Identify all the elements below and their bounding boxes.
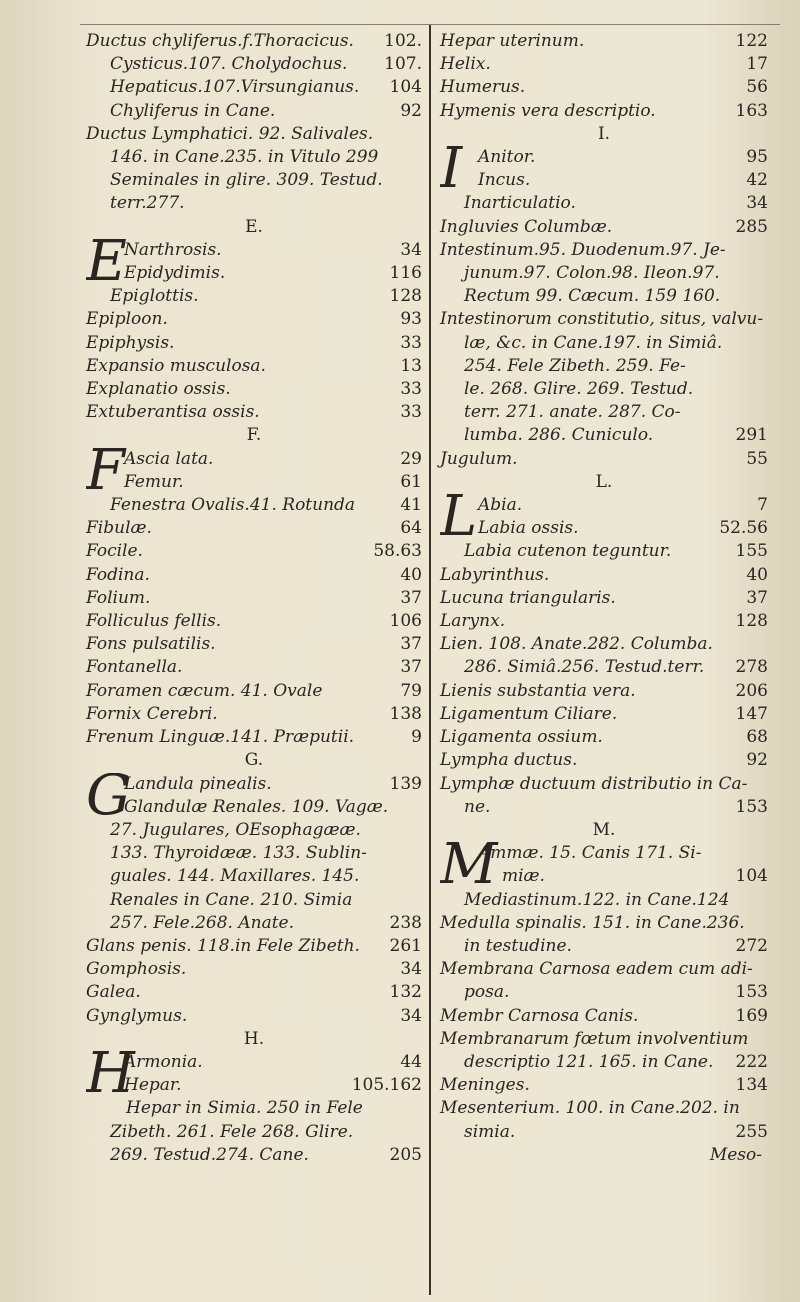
entry-term: Meso- [709, 1144, 762, 1165]
entry-term: Expansio musculosa. [86, 355, 266, 376]
index-entry [124, 448, 422, 471]
index-entry [86, 958, 422, 981]
entry-term: ne. [464, 796, 491, 817]
index-entry [124, 471, 422, 494]
entry-term: Extuberantisa ossis. [86, 402, 260, 423]
index-entry [440, 192, 768, 215]
entry-page-ref: 7 [757, 495, 768, 516]
entry-term: Cysticus.107. Cholydochus. [110, 54, 348, 75]
entry-page-ref: 261 [389, 935, 422, 956]
entry-page-ref: 93 [400, 309, 422, 330]
drop-cap-letter: I [440, 146, 463, 193]
entry-page-ref: 116 [389, 263, 422, 284]
index-entry [86, 633, 422, 656]
index-entry [440, 1121, 768, 1144]
index-entry [86, 517, 422, 540]
entry-term: Ductus chyliferus.f.Thoracicus. [86, 31, 354, 51]
drop-cap-letter: F [86, 447, 125, 495]
index-entry [478, 842, 768, 865]
entry-term: Lympha ductus. [440, 750, 578, 771]
index-entry [86, 656, 422, 679]
index-entry [478, 865, 768, 888]
index-entry [86, 30, 422, 53]
index-entry [86, 912, 422, 935]
drop-cap-letter: E [86, 238, 127, 294]
entry-page-ref: 33 [400, 402, 422, 423]
entry-term: Lien. 108. Anate.282. Columba. [440, 634, 713, 655]
entry-term: Femur. [124, 471, 184, 492]
entry-term: lumba. 286. Cuniculo. [464, 425, 654, 446]
entry-term: Epiploon. [86, 309, 168, 330]
entry-term: Hepar in Simia. 250 in Fele [126, 1098, 363, 1119]
entry-term: 27. Jugulares, OEsophagææ. [110, 819, 361, 840]
entry-term: Incus. [478, 170, 531, 191]
entry-term: Epiglottis. [110, 286, 199, 307]
entry-page-ref: 9 [411, 727, 422, 748]
index-entry [86, 1097, 422, 1120]
index-entry [86, 169, 422, 192]
index-entry [86, 540, 422, 563]
entry-page-ref: 55 [746, 448, 768, 469]
entry-term: Anitor. [478, 147, 536, 168]
entry-term: Hepar uterinum. [440, 31, 585, 51]
letter-heading: G. [244, 750, 264, 771]
index-column-right [440, 30, 768, 1167]
entry-term: Ascia lata. [124, 448, 214, 469]
entry-term: in testudine. [464, 935, 572, 956]
entry-page-ref: 122 [735, 31, 768, 51]
entry-page-ref: 107. [384, 54, 422, 75]
entry-page-ref: 40 [746, 564, 768, 585]
index-entry [440, 1051, 768, 1074]
entry-page-ref: 37 [400, 634, 422, 655]
index-entry [86, 494, 422, 517]
entry-page-ref: 104 [389, 77, 422, 98]
entry-term: Ligamenta ossium. [440, 727, 603, 748]
entry-page-ref: 238 [389, 912, 422, 933]
entry-term: Glandulæ Renales. 109. Vagæ. [124, 796, 389, 817]
index-entry [440, 424, 768, 447]
entry-term: Membr Carnosa Canis. [440, 1005, 639, 1026]
entry-term: Epidydimis. [124, 263, 226, 284]
entry-page-ref: 163 [735, 100, 768, 121]
index-entry [440, 76, 768, 99]
entry-page-ref: 278 [735, 657, 768, 678]
index-entry [440, 448, 768, 471]
index-entry [440, 564, 768, 587]
index-entry [440, 53, 768, 76]
entry-page-ref: 205 [389, 1144, 422, 1165]
index-entry [440, 703, 768, 726]
entry-term: terr.277. [110, 193, 185, 214]
entry-term: Zibeth. 261. Fele 268. Glire. [110, 1121, 354, 1142]
entry-term: descriptio 121. 165. in Cane. [464, 1051, 714, 1072]
entry-page-ref: 56 [746, 77, 768, 98]
entry-page-ref: 255 [735, 1121, 768, 1142]
drop-cap-letter: H [86, 1050, 135, 1098]
index-entry [440, 100, 768, 123]
index-entry [440, 308, 768, 331]
entry-page-ref: 64 [400, 518, 422, 539]
entry-term: guales. 144. Maxillares. 145. [110, 866, 360, 887]
entry-page-ref: 153 [735, 796, 768, 817]
entry-term: Folliculus fellis. [86, 611, 222, 632]
drop-cap-letter: M [440, 842, 498, 889]
index-entry [440, 726, 768, 749]
entry-term: 133. Thyroidææ. 133. Sublin- [110, 843, 367, 864]
entry-page-ref: 95 [746, 147, 768, 168]
index-entry [440, 216, 768, 239]
index-entry [440, 680, 768, 703]
entry-page-ref: 17 [746, 54, 768, 75]
index-entry [86, 285, 422, 308]
column-divider [429, 25, 431, 1295]
index-entry [440, 540, 768, 563]
index-entry [440, 30, 768, 53]
index-entry [86, 564, 422, 587]
index-entry [440, 889, 768, 912]
index-entry [86, 146, 422, 169]
entry-term: Rectum 99. Cæcum. 159 160. [464, 286, 721, 307]
entry-page-ref: 206 [735, 680, 768, 701]
entry-page-ref: 34 [400, 1005, 422, 1026]
entry-page-ref: 34 [400, 239, 422, 260]
entry-page-ref: 92 [400, 100, 422, 121]
entry-term: Inarticulatio. [464, 193, 576, 214]
index-entry [440, 239, 768, 262]
entry-page-ref: 104 [735, 866, 768, 887]
index-entry [86, 1005, 422, 1028]
index-entry [86, 889, 422, 912]
index-entry [440, 401, 768, 424]
index-entry [86, 726, 422, 749]
entry-term: Fontanella. [86, 657, 183, 678]
entry-term: Fibulæ. [86, 518, 152, 539]
entry-page-ref: 34 [400, 959, 422, 980]
entry-page-ref: 128 [735, 611, 768, 632]
entry-page-ref: 105.162 [351, 1075, 422, 1096]
entry-page-ref: 138 [389, 703, 422, 724]
entry-page-ref: 132 [389, 982, 422, 1003]
drop-cap-block [86, 448, 422, 494]
drop-cap-letter: G [86, 772, 131, 819]
entry-term: simia. [464, 1121, 516, 1142]
entry-page-ref: 37 [746, 587, 768, 608]
entry-term: Seminales in glire. 309. Testud. [110, 170, 383, 191]
entry-page-ref: 37 [400, 657, 422, 678]
entry-page-ref: 272 [735, 935, 768, 956]
entry-term: Chyliferus in Cane. [110, 100, 276, 121]
index-entry [440, 935, 768, 958]
entry-term: 254. Fele Zibeth. 259. Fe- [464, 355, 686, 376]
entry-term: Fons pulsatilis. [86, 634, 216, 655]
entry-term: læ, &c. in Cane.197. in Simiâ. [464, 332, 723, 353]
entry-term: posa. [464, 982, 510, 1003]
index-entry [440, 332, 768, 355]
index-entry [440, 958, 768, 981]
index-entry [86, 610, 422, 633]
entry-term: 269. Testud.274. Cane. [110, 1144, 309, 1165]
entry-term: Labia ossis. [478, 518, 579, 539]
entry-term: Intestinum.95. Duodenum.97. Je- [440, 239, 726, 260]
entry-term: Lienis substantia vera. [440, 680, 636, 701]
entry-term: Ductus Lymphatici. 92. Salivales. [86, 123, 374, 144]
index-entry [478, 517, 768, 540]
index-entry [440, 355, 768, 378]
entry-term: Gynglymus. [86, 1005, 188, 1026]
index-entry [124, 1074, 422, 1097]
index-entry [86, 53, 422, 76]
index-entry [86, 680, 422, 703]
entry-term: Hepar. [124, 1075, 182, 1096]
entry-term: Lymphæ ductuum distributio in Ca- [440, 773, 748, 794]
letter-heading: L. [595, 471, 613, 492]
entry-page-ref: 52.56 [719, 518, 768, 539]
entry-term: Glans penis. 118.in Fele Zibeth. [86, 935, 360, 956]
entry-page-ref: 34 [746, 193, 768, 214]
entry-term: Landula pinealis. [124, 773, 272, 794]
entry-page-ref: 37 [400, 587, 422, 608]
drop-cap-block [440, 842, 768, 888]
entry-page-ref: 102. [384, 31, 422, 51]
index-entry [440, 1005, 768, 1028]
entry-term: Armonia. [124, 1051, 203, 1072]
entry-page-ref: 44 [400, 1051, 422, 1072]
entry-term: Fenestra Ovalis.41. Rotunda [110, 495, 356, 516]
entry-page-ref: 128 [389, 286, 422, 307]
entry-term: Explanatio ossis. [86, 379, 231, 400]
index-entry [478, 494, 768, 517]
entry-term: Focile. [86, 541, 143, 562]
entry-term: Mediastinum.122. in Cane.124 [464, 889, 730, 910]
index-column-left [86, 30, 422, 1167]
index-entry [440, 1097, 768, 1120]
entry-page-ref: 169 [735, 1005, 768, 1026]
entry-term: Ingluvies Columbæ. [440, 216, 613, 237]
index-entry [86, 355, 422, 378]
entry-term: Folium. [86, 587, 151, 608]
index-entry [440, 285, 768, 308]
entry-term: Ammæ. 15. Canis 171. Si- [478, 843, 702, 864]
entry-page-ref: 139 [389, 773, 422, 794]
index-entry [440, 796, 768, 819]
drop-cap-block [440, 146, 768, 192]
entry-page-ref: 41 [400, 495, 422, 516]
entry-term: Labia cutenon teguntur. [464, 541, 672, 562]
entry-page-ref: 285 [735, 216, 768, 237]
entry-term: 146. in Cane.235. in Vitulo 299 [110, 147, 379, 168]
entry-term: Abia. [478, 495, 523, 516]
entry-term: Mesenterium. 100. in Cane.202. in [440, 1098, 740, 1119]
index-entry [86, 123, 422, 146]
index-entry [124, 239, 422, 262]
letter-heading: I. [597, 123, 611, 144]
entry-page-ref: 42 [746, 170, 768, 191]
index-entry [440, 1028, 768, 1051]
index-entry [478, 169, 768, 192]
entry-page-ref: 291 [735, 425, 768, 446]
entry-term: Lucuna triangularis. [440, 587, 616, 608]
index-entry [86, 192, 422, 215]
entry-term: Larynx. [440, 611, 506, 632]
entry-page-ref: 155 [735, 541, 768, 562]
index-entry [440, 749, 768, 772]
entry-term: Jugulum. [440, 448, 518, 469]
entry-term: Intestinorum constitutio, situs, valvu- [440, 309, 764, 330]
index-entry [440, 1074, 768, 1097]
index-entry [440, 773, 768, 796]
entry-term: Membranarum fœtum involventium [440, 1028, 749, 1049]
index-entry [440, 981, 768, 1004]
entry-term: Foramen cæcum. 41. Ovale [86, 680, 323, 701]
entry-page-ref: 58.63 [373, 541, 422, 562]
entry-page-ref: 33 [400, 332, 422, 353]
entry-page-ref: 61 [400, 471, 422, 492]
letter-heading: F. [246, 425, 262, 446]
index-entry [86, 1144, 422, 1167]
index-entry [124, 1051, 422, 1074]
index-entry [86, 703, 422, 726]
entry-term: Membrana Carnosa eadem cum adi- [440, 959, 753, 980]
entry-term: Galea. [86, 982, 141, 1003]
index-entry [86, 935, 422, 958]
entry-term: Fodina. [86, 564, 150, 585]
index-entry [86, 76, 422, 99]
index-entry [86, 332, 422, 355]
index-entry [86, 842, 422, 865]
index-entry [124, 773, 422, 796]
entry-term: Helix. [440, 54, 491, 75]
entry-page-ref: 147 [735, 703, 768, 724]
index-entry [124, 796, 422, 819]
entry-term: Narthrosis. [124, 239, 222, 260]
index-entry [440, 378, 768, 401]
index-entry [124, 262, 422, 285]
entry-term: Labyrinthus. [440, 564, 550, 585]
entry-page-ref: 68 [746, 727, 768, 748]
index-entry [86, 401, 422, 424]
index-entry [86, 865, 422, 888]
entry-term: Medulla spinalis. 151. in Cane.236. [440, 912, 745, 933]
letter-heading: H. [243, 1028, 265, 1049]
entry-term: Hymenis vera descriptio. [440, 100, 656, 121]
index-entry [478, 146, 768, 169]
index-entry [86, 100, 422, 123]
entry-page-ref: 153 [735, 982, 768, 1003]
index-entry [86, 308, 422, 331]
drop-cap-block [86, 239, 422, 309]
index-entry [86, 378, 422, 401]
entry-page-ref: 29 [400, 448, 422, 469]
entry-page-ref: 13 [400, 355, 422, 376]
index-entry [440, 610, 768, 633]
entry-term: le. 268. Glire. 269. Testud. [464, 379, 694, 400]
index-entry [440, 912, 768, 935]
entry-page-ref: 92 [746, 750, 768, 771]
entry-term: Hepaticus.107.Virsungianus. [110, 77, 360, 98]
entry-term: 257. Fele.268. Anate. [110, 912, 294, 933]
index-entry [86, 587, 422, 610]
index-entry [86, 981, 422, 1004]
drop-cap-block [440, 494, 768, 540]
drop-cap-letter: L [440, 494, 478, 541]
entry-term: junum.97. Colon.98. Ileon.97. [464, 263, 720, 284]
entry-term: 286. Simiâ.256. Testud.terr. [464, 657, 705, 678]
entry-page-ref: 33 [400, 379, 422, 400]
drop-cap-block [86, 1051, 422, 1097]
index-entry [440, 587, 768, 610]
index-entry [86, 819, 422, 842]
drop-cap-block [86, 773, 422, 819]
index-entry [440, 1144, 768, 1167]
entry-term: Renales in Cane. 210. Simia [110, 889, 353, 910]
entry-term: Frenum Linguæ.141. Præputii. [86, 727, 355, 748]
entry-term: Fornix Cerebri. [86, 703, 218, 724]
index-entry [440, 262, 768, 285]
index-entry [86, 1121, 422, 1144]
entry-term: Meninges. [440, 1075, 530, 1096]
entry-term: terr. 271. anate. 287. Co- [464, 402, 681, 423]
entry-page-ref: 222 [735, 1051, 768, 1072]
entry-term: miæ. [502, 866, 545, 887]
entry-page-ref: 106 [389, 611, 422, 632]
entry-page-ref: 134 [735, 1075, 768, 1096]
entry-term: Humerus. [440, 77, 526, 98]
letter-heading: M. [592, 819, 616, 840]
entry-page-ref: 40 [400, 564, 422, 585]
entry-term: Gomphosis. [86, 959, 187, 980]
letter-heading: E. [245, 216, 263, 237]
entry-term: Ligamentum Ciliare. [440, 703, 618, 724]
entry-term: Epiphysis. [86, 332, 175, 353]
index-entry [440, 633, 768, 656]
index-entry [440, 656, 768, 679]
entry-page-ref: 79 [400, 680, 422, 701]
